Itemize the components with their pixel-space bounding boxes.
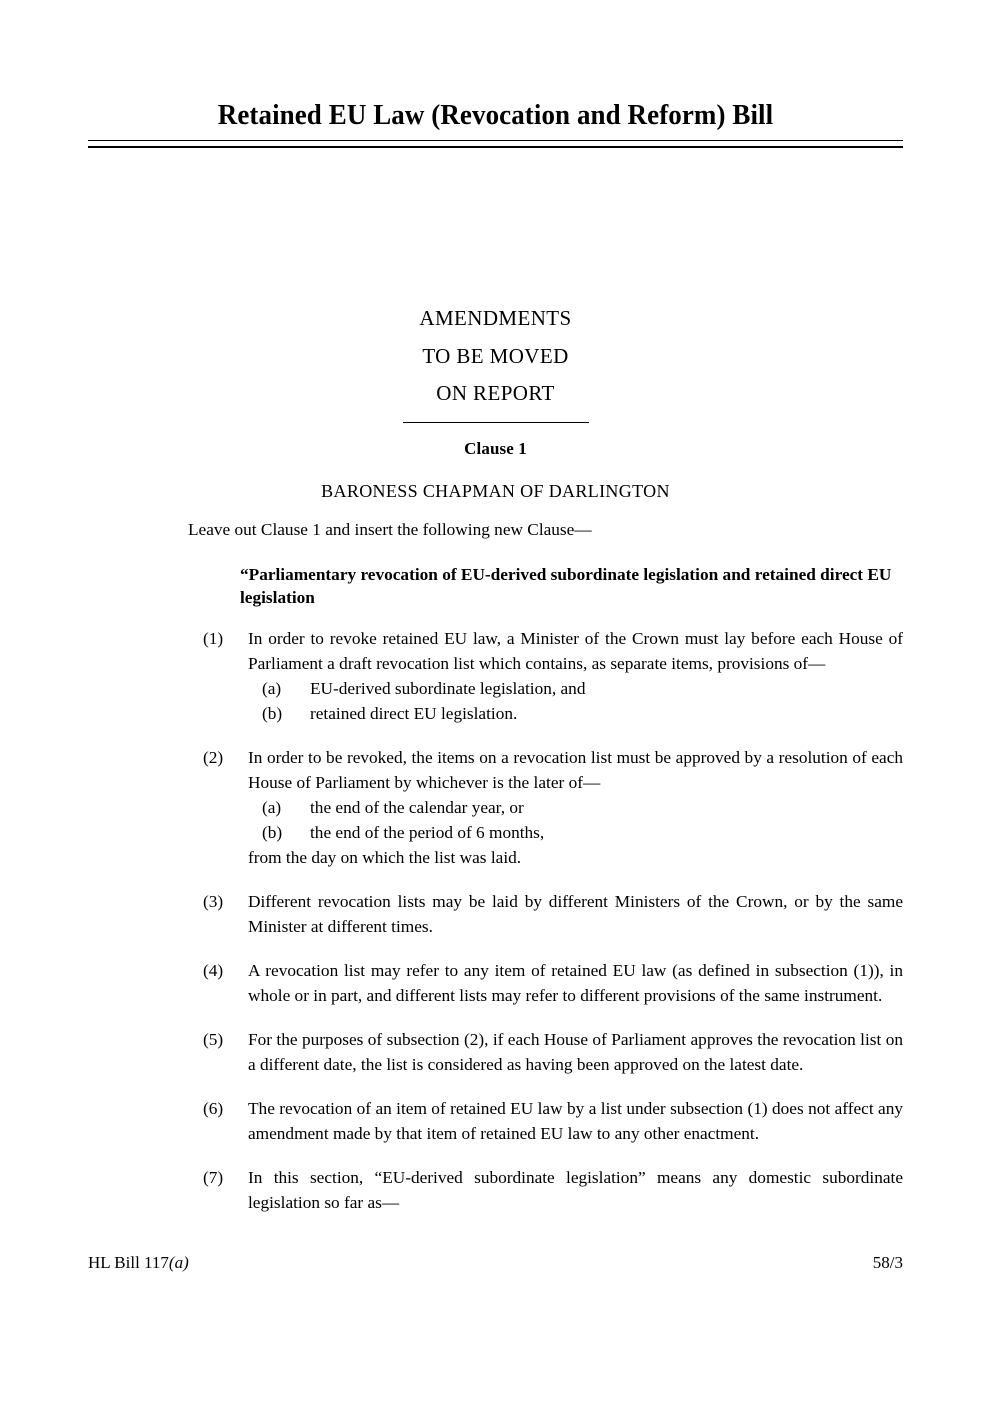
subsection-number: (1) — [203, 629, 224, 648]
subsection-items — [248, 676, 903, 726]
subsection-text: In order to revoke retained EU law, a Minister of the Crown must lay before each House of Parliament a draft revocation list which contains, as separate items, provisions of— — [248, 629, 903, 673]
clause-label: Clause 1 — [464, 438, 527, 458]
subsection-number: (3) — [203, 892, 224, 911]
subsection-trailing-text: from the day on which the list was laid. — [248, 848, 522, 867]
heading-on-report: ON REPORT — [436, 381, 555, 405]
subsection-number: (2) — [203, 748, 224, 767]
subsection-text: In this section, “EU-derived subordinate legislation” means any domestic subordinate legislation so far as— — [248, 1168, 903, 1212]
member-name: BARONESS CHAPMAN OF DARLINGTON — [321, 480, 670, 501]
bill-reference-number: HL Bill 117 — [88, 1253, 169, 1272]
list-item — [248, 701, 903, 726]
subsection — [88, 959, 903, 1008]
item-text: EU-derived subordinate legislation, and — [310, 679, 586, 698]
subsection-number: (4) — [203, 961, 224, 980]
item-letter: (b) — [262, 704, 283, 723]
subsection-text: In order to be revoked, the items on a revocation list must be approved by a resolution of each House of Parliament by whichever is the later of— — [248, 748, 903, 792]
item-text: the end of the period of 6 months, — [310, 823, 545, 842]
heading-divider — [403, 422, 589, 423]
subsection-text: For the purposes of subsection (2), if each House of Parliament approves the revocation list on a different date, the list is considered as having been approved on the latest date. — [248, 1030, 903, 1074]
subsection — [88, 890, 903, 939]
subsection — [88, 1097, 903, 1146]
subsection-items — [248, 795, 903, 845]
list-item — [248, 820, 903, 845]
page-title: Retained EU Law (Revocation and Reform) Bill — [217, 99, 774, 131]
item-letter: (b) — [262, 823, 283, 842]
bill-reference — [88, 1253, 189, 1273]
subsection-text: Different revocation lists may be laid by different Ministers of the Crown, or by the same Minister at different times. — [248, 892, 903, 936]
page-footer — [88, 1253, 903, 1273]
subsection-number: (6) — [203, 1099, 224, 1118]
item-text: the end of the calendar year, or — [310, 798, 524, 817]
list-item — [248, 795, 903, 820]
subsection-number: (7) — [203, 1168, 224, 1187]
amendment-body — [88, 518, 903, 1235]
item-letter: (a) — [262, 798, 282, 817]
subsection — [88, 627, 903, 726]
bill-reference-suffix: (a) — [168, 1253, 189, 1272]
subsection — [88, 1166, 903, 1215]
amendment-instruction: Leave out Clause 1 and insert the following new Clause— — [188, 520, 592, 539]
subsection — [88, 746, 903, 870]
subsection-text: A revocation list may refer to any item of retained EU law (as defined in subsection (1)), in whole or in part, and different lists may refer to different provisions of the same instrument. — [248, 961, 903, 1005]
subsection — [88, 1028, 903, 1077]
item-text: retained direct EU legislation. — [310, 704, 518, 723]
item-letter: (a) — [262, 679, 282, 698]
heading-to-be-moved: TO BE MOVED — [422, 343, 569, 368]
list-item — [248, 676, 903, 701]
new-clause-heading: “Parliamentary revocation of EU-derived subordinate legislation and retained direct EU legislation — [240, 565, 892, 607]
heading-amendments: AMENDMENTS — [419, 306, 572, 330]
subsection-number: (5) — [203, 1030, 224, 1049]
subsection-list — [88, 627, 903, 1215]
title-block — [88, 98, 903, 148]
page-reference: 58/3 — [872, 1253, 903, 1272]
subsection-text: The revocation of an item of retained EU law by a list under subsection (1) does not affect any amendment made by that item of retained EU law to any other enactment. — [248, 1099, 903, 1143]
title-divider — [88, 140, 903, 148]
amendments-heading-group — [88, 300, 903, 502]
